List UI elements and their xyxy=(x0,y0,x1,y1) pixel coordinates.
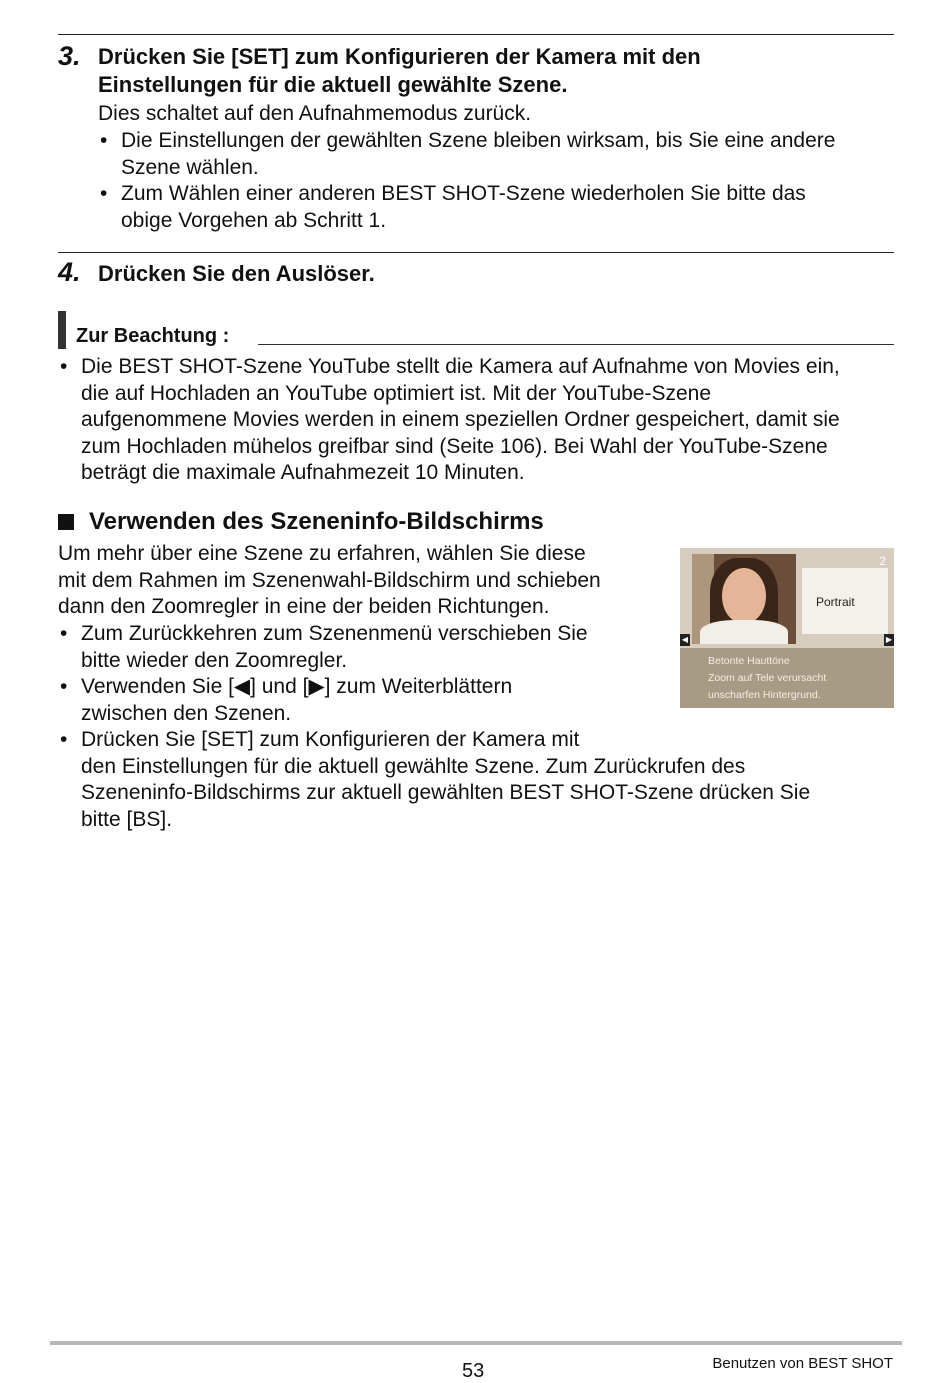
note-text: zum Hochladen mühelos greifbar sind (Seite 106). Bei Wahl der YouTube-Szene xyxy=(81,434,828,458)
note-item xyxy=(60,354,840,487)
bullet-dot: • xyxy=(100,182,108,205)
list-item-text: zwischen den Szenen. xyxy=(81,701,292,725)
portrait-photo xyxy=(692,554,796,644)
page-number: 53 xyxy=(462,1360,485,1382)
list-item-text: Drücken Sie [SET] zum Konfigurieren der Kamera mit xyxy=(81,728,580,751)
scene-description: Zoom auf Tele verursacht xyxy=(708,672,827,684)
note-title: Zur Beachtung : xyxy=(76,325,230,347)
list-item-text: bitte [BS]. xyxy=(81,807,173,831)
note-text: die auf Hochladen an YouTube optimiert ist. Mit der YouTube-Szene xyxy=(81,381,712,405)
list-item-text: Szeneninfo-Bildschirms zur aktuell gewählten BEST SHOT-Szene drücken Sie xyxy=(81,781,811,805)
list-item-text: Szene wählen. xyxy=(121,155,259,179)
left-arrow-icon: ◀ xyxy=(681,635,689,644)
scene-number: 2 xyxy=(879,554,886,568)
section-heading: Verwenden des Szeneninfo-Bildschirms xyxy=(89,508,544,535)
section-square-icon xyxy=(58,514,74,530)
step-heading: Drücken Sie den Auslöser. xyxy=(98,261,375,286)
scene-description: unscharfen Hintergrund. xyxy=(708,689,821,701)
bullet-dot: • xyxy=(60,622,68,645)
intro-line: mit dem Rahmen im Szenenwahl-Bildschirm und schieben xyxy=(58,568,601,592)
list-item-text: Die Einstellungen der gewählten Szene bleiben wirksam, bis Sie eine andere xyxy=(121,129,836,152)
step-text: Dies schaltet auf den Aufnahmemodus zurück. xyxy=(98,102,532,125)
step-number: 4. xyxy=(58,257,81,287)
note-text: aufgenommene Movies werden in einem speziellen Ordner gespeichert, damit sie xyxy=(81,408,840,432)
step-heading: Einstellungen für die aktuell gewählte Szene. xyxy=(98,72,568,97)
scene-label: Portrait xyxy=(816,595,855,609)
list-item xyxy=(100,181,806,234)
list-item-text: Zum Wählen einer anderen BEST SHOT-Szene wiederholen Sie bitte das xyxy=(121,182,806,205)
note-text: Die BEST SHOT-Szene YouTube stellt die Kamera auf Aufnahme von Movies ein, xyxy=(81,355,840,378)
scene-description: Betonte Hauttöne xyxy=(708,655,790,667)
list-item xyxy=(60,727,810,833)
note-text: beträgt die maximale Aufnahmezeit 10 Minuten. xyxy=(81,461,525,485)
list-item-text: bitte wieder den Zoomregler. xyxy=(81,648,348,672)
list-item-text: Zum Zurückkehren zum Szenenmenü verschieben Sie xyxy=(81,622,588,645)
bullet-dot: • xyxy=(100,129,108,152)
right-arrow-icon: ▶ xyxy=(885,635,893,644)
step-rule xyxy=(58,252,894,253)
top-rule xyxy=(58,34,894,35)
list-item xyxy=(60,621,588,674)
camera-screen-image xyxy=(680,548,894,708)
step-number: 3. xyxy=(58,41,81,71)
list-item-text: den Einstellungen für die aktuell gewählte Szene. Zum Zurückrufen des xyxy=(81,754,746,778)
bullet-dot: • xyxy=(60,728,68,751)
list-item-text: Verwenden Sie [◀] und [▶] zum Weiterblättern xyxy=(81,675,513,698)
list-item xyxy=(60,674,512,727)
intro-line: Um mehr über eine Szene zu erfahren, wählen Sie diese xyxy=(58,542,586,565)
note-marker xyxy=(58,311,66,349)
list-item-text: obige Vorgehen ab Schritt 1. xyxy=(121,208,387,232)
footer-label: Benutzen von BEST SHOT xyxy=(712,1355,893,1372)
list-item xyxy=(100,128,835,181)
section-intro xyxy=(58,541,601,621)
intro-line: dann den Zoomregler in eine der beiden Richtungen. xyxy=(58,595,550,619)
step-heading: Drücken Sie [SET] zum Konfigurieren der Kamera mit den xyxy=(98,44,701,69)
footer-rule xyxy=(50,1341,902,1345)
bullet-dot: • xyxy=(60,355,68,378)
bullet-dot: • xyxy=(60,675,68,698)
note-rule xyxy=(258,344,894,345)
